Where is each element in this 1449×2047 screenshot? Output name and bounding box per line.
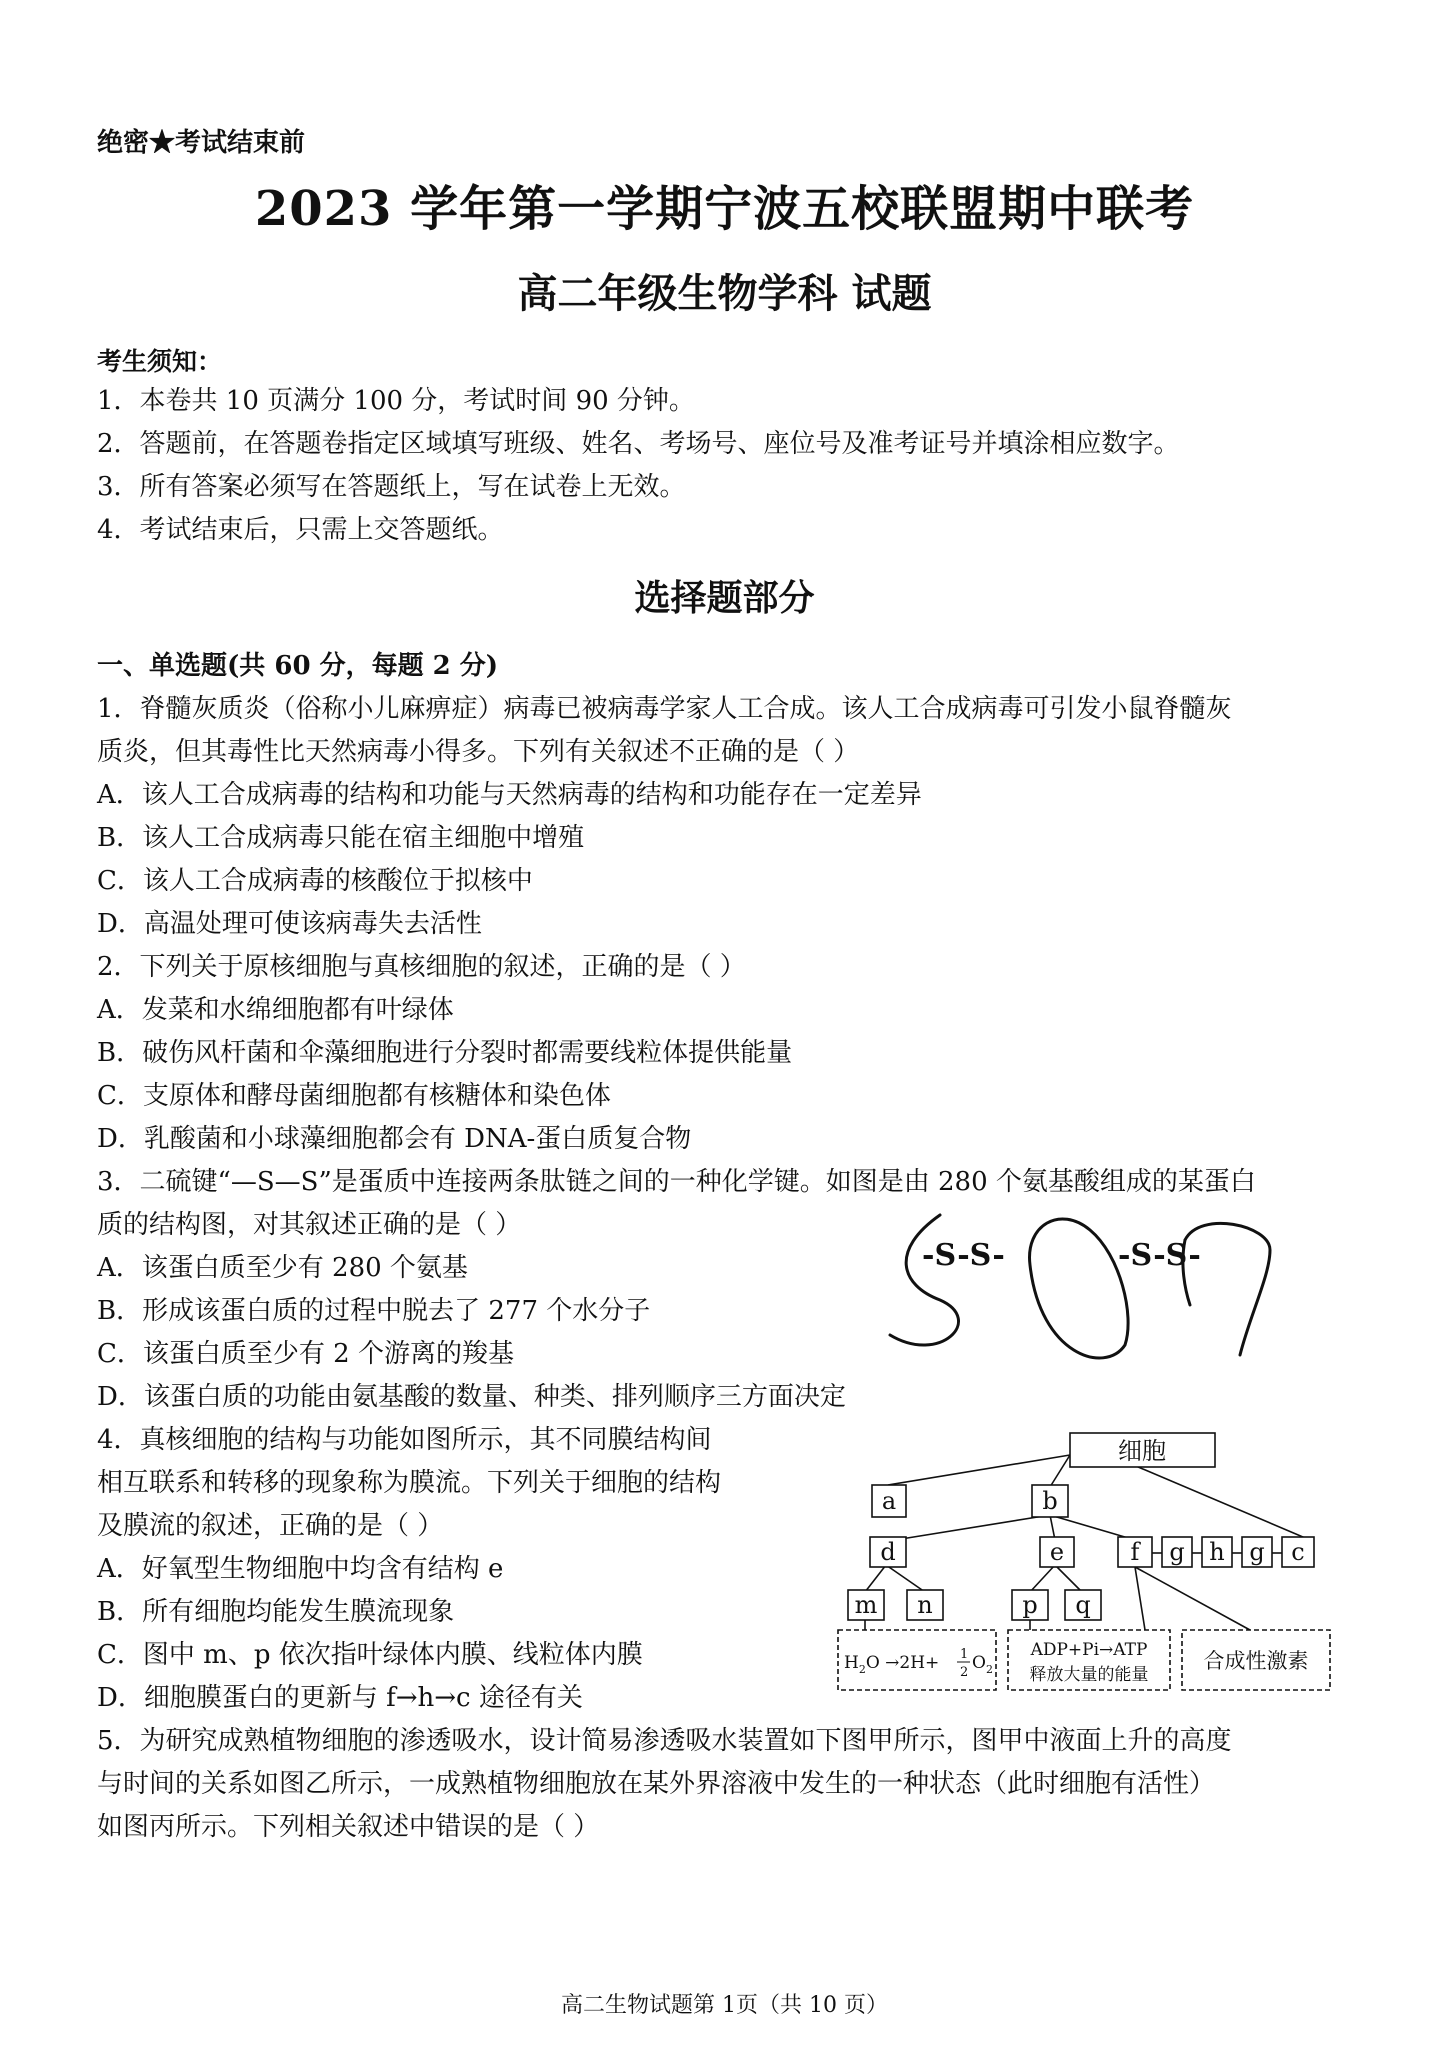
option: D．乳酸菌和小球藻细胞都会有 DNA-蛋白质复合物	[97, 1124, 692, 1154]
node-g: g	[1169, 1538, 1185, 1566]
notice-item: 3．所有答案必须写在答题纸上，写在试卷上无效。	[97, 472, 686, 502]
node-m: m	[854, 1591, 878, 1619]
reaction-atp: ADP+Pi→ATP	[1030, 1640, 1148, 1660]
option: C．图中 m、p 依次指叶绿体内膜、线粒体内膜	[97, 1640, 643, 1670]
question-stem: 4．真核细胞的结构与功能如图所示，其不同膜结构间	[97, 1425, 712, 1455]
disulfide-bond-right: -S-S-	[1118, 1238, 1201, 1273]
question-stem: 相互联系和转移的现象称为膜流。下列关于细胞的结构	[97, 1468, 722, 1498]
notice-item: 2．答题前，在答题卷指定区域填写班级、姓名、考场号、座位号及准考证号并填涂相应数字。	[97, 429, 1180, 459]
node-cell: 细胞	[1118, 1437, 1166, 1465]
exam-title: 2023 学年第一学期宁波五校联盟期中联考	[254, 181, 1195, 237]
question-stem: 3．二硫键“—S—S”是蛋质中连接两条肽链之间的一种化学键。如图是由 280 个氨基酸组成的某蛋白	[97, 1167, 1256, 1197]
peptide-loop-middle	[1030, 1219, 1129, 1358]
question-stem: 如图丙所示。下列相关叙述中错误的是（ ）	[97, 1812, 600, 1842]
node-n: n	[917, 1591, 933, 1619]
option: B．破伤风杆菌和伞藻细胞进行分裂时都需要线粒体提供能量	[97, 1038, 793, 1068]
question-stem: 2．下列关于原核细胞与真核细胞的叙述，正确的是（ ）	[97, 952, 746, 982]
function-sex-hormone: 合成性激素	[1203, 1649, 1309, 1673]
cell-structure-diagram	[830, 1425, 1350, 1695]
notice-heading: 考生须知：	[97, 347, 223, 376]
option: B．形成该蛋白质的过程中脱去了 277 个水分子	[97, 1296, 651, 1326]
confidential-label: 绝密★考试结束前	[97, 128, 306, 158]
question-stem: 5．为研究成熟植物细胞的渗透吸水，设计简易渗透吸水装置如下图甲所示，图甲中液面上升的高度	[97, 1726, 1232, 1756]
reaction-energy: 释放大量的能量	[1029, 1665, 1149, 1685]
node-p: p	[1022, 1591, 1038, 1619]
node-b: b	[1042, 1487, 1058, 1515]
fraction-denominator: 2	[960, 1665, 969, 1680]
option: A．该蛋白质至少有 280 个氨基	[97, 1253, 468, 1283]
disulfide-bond-left: -S-S-	[922, 1238, 1005, 1273]
peptide-chain-left	[890, 1215, 959, 1345]
question-stem: 质的结构图，对其叙述正确的是（ ）	[97, 1210, 522, 1240]
option: B．所有细胞均能发生膜流现象	[97, 1597, 455, 1627]
node-h: h	[1209, 1538, 1225, 1566]
option: B．该人工合成病毒只能在宿主细胞中增殖	[97, 823, 585, 853]
oxygen-label: $O_2$	[972, 1653, 993, 1676]
exam-subtitle: 高二年级生物学科 试题	[517, 270, 932, 317]
question-stem: 质炎，但其毒性比天然病毒小得多。下列有关叙述不正确的是（ ）	[97, 737, 860, 767]
protein-structure-figure	[880, 1205, 1290, 1370]
option: C．该蛋白质至少有 2 个游离的羧基	[97, 1339, 514, 1369]
question-stem: 1．脊髓灰质炎（俗称小儿麻痹症）病毒已被病毒学家人工合成。该人工合成病毒可引发小鼠脊髓灰	[97, 694, 1232, 724]
option: C．支原体和酵母菌细胞都有核糖体和染色体	[97, 1081, 611, 1111]
node-q: q	[1075, 1591, 1091, 1619]
option: D．该蛋白质的功能由氨基酸的数量、种类、排列顺序三方面决定	[97, 1382, 846, 1412]
option: A．发菜和水绵细胞都有叶绿体	[97, 995, 454, 1025]
node-a: a	[881, 1487, 897, 1515]
page-footer: 高二生物试题第 1页（共 10 页）	[561, 1993, 888, 2018]
part-heading: 一、单选题(共 60 分，每题 2 分)	[97, 651, 499, 681]
section-title: 选择题部分	[634, 577, 815, 619]
fraction-numerator: 1	[960, 1647, 969, 1662]
option: A．好氧型生物细胞中均含有结构 e	[97, 1554, 504, 1584]
option: D．细胞膜蛋白的更新与 f→h→c 途径有关	[97, 1683, 583, 1713]
reaction-water-split: $H_2O \to 2H+$	[844, 1653, 940, 1676]
node-d: d	[880, 1538, 896, 1566]
option: A．该人工合成病毒的结构和功能与天然病毒的结构和功能存在一定差异	[97, 780, 922, 810]
node-c: c	[1291, 1538, 1305, 1566]
notice-item: 1．本卷共 10 页满分 100 分，考试时间 90 分钟。	[97, 386, 695, 416]
option: D．高温处理可使该病毒失去活性	[97, 909, 482, 939]
node-g-second: g	[1249, 1538, 1265, 1566]
question-stem: 及膜流的叙述，正确的是（ ）	[97, 1511, 444, 1541]
node-e: e	[1049, 1538, 1065, 1566]
option: C．该人工合成病毒的核酸位于拟核中	[97, 866, 533, 896]
notice-item: 4．考试结束后，只需上交答题纸。	[97, 515, 504, 545]
node-f: f	[1130, 1538, 1140, 1566]
question-stem: 与时间的关系如图乙所示，一成熟植物细胞放在某外界溶液中发生的一种状态（此时细胞有活性）	[97, 1769, 1216, 1799]
